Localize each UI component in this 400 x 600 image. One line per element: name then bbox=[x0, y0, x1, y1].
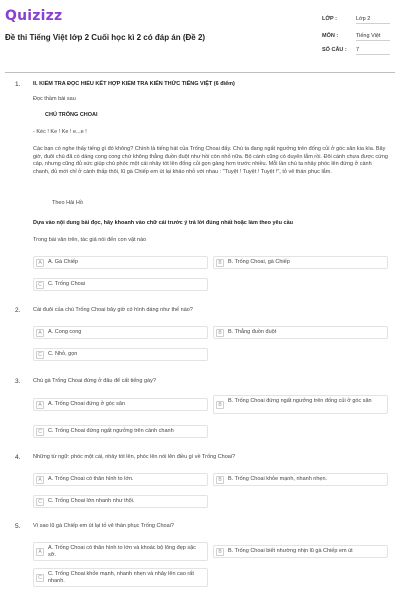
option-letter: A bbox=[36, 401, 44, 409]
subject-label: MÔN : bbox=[322, 33, 339, 39]
q4-option-b[interactable] bbox=[213, 473, 388, 486]
question-4-number: 4. bbox=[15, 454, 21, 461]
question-1-text: Trong bài văn trên, tác giả nói đến con vật nào bbox=[33, 237, 147, 243]
q4-option-a[interactable] bbox=[33, 473, 208, 486]
class-value: Lớp 2 bbox=[356, 16, 390, 24]
option-text: A. Trống Choai đứng ở góc sân bbox=[48, 401, 125, 407]
option-text: C. Trống Choai bbox=[48, 281, 85, 287]
option-letter: A bbox=[36, 329, 44, 337]
q3-option-b[interactable] bbox=[213, 395, 388, 414]
option-letter: C bbox=[36, 498, 44, 506]
q2-option-a[interactable] bbox=[33, 326, 208, 339]
option-text: B. Trống Choai đứng ngất ngưởng trên đống củi ở góc sân bbox=[228, 398, 372, 404]
question-5-number: 5. bbox=[15, 523, 21, 530]
question-4-text: Những từ ngữ: phóc một cái, nhảy tót lên, phóc lên nói lên điều gì về Trống Choai? bbox=[33, 454, 236, 460]
option-letter: C bbox=[36, 351, 44, 359]
worksheet-header bbox=[0, 0, 400, 72]
option-letter: B bbox=[216, 259, 224, 267]
q3-option-a[interactable] bbox=[33, 398, 208, 411]
option-letter: A bbox=[36, 259, 44, 267]
option-text: A. Trống Choai có thân hình to lớn và khoác bộ lông đẹp sặc sỡ. bbox=[48, 545, 196, 558]
option-text: C. Trống Choai lớn nhanh như thổi. bbox=[48, 498, 135, 504]
story-paragraph: Các bạn có nghe thấy tiếng gì đó không? Chính là tiếng hát của Trống Choai đấy. Chú ta đang ngất ngưởng trên đống củi ở góc sân kia kìa. Bây giờ, đuôi chú đã có dáng cong cong chứ không thẳng đuồn đuột như hồi còn nhỏ nữa. Bộ cánh cũng có duyên lắm rồi. Đôi cánh chưa được cứng cáp, nhưng cũng đủ sức giúp chú phóc một cái nhảy tót lên đống củi gọn gàng hơn trước nhiều. Mỗi lần chú ta nhảy phóc lên đứng ở cành chanh, đủ mới chỉ ở cành thấp thôi, lũ gà Chiếp em út lại khảo nhỏ với nhau : "Tuyệt ! Tuyệt ! Tuyệt !", tỏ vẻ thán phục lắm. bbox=[33, 146, 388, 175]
option-text: C. Trống Choai khỏe mạnh, nhanh nhẹn và nhảy lên cao rất nhanh. bbox=[48, 571, 194, 584]
option-text: B. Trống Choai khỏe mạnh, nhanh nhẹn. bbox=[228, 476, 328, 482]
option-letter: B bbox=[216, 401, 224, 409]
question-count-value: 7 bbox=[356, 47, 390, 55]
option-text: C. Trống Choai đứng ngất ngưởng trên cành chanh bbox=[48, 428, 174, 434]
q2-option-c[interactable] bbox=[33, 348, 208, 361]
q1-option-b[interactable] bbox=[213, 256, 388, 269]
question-3-text: Chú gà Trống Choai đứng ở đâu để cất tiếng gáy? bbox=[33, 378, 156, 384]
option-text: A. Gà Chiếp bbox=[48, 259, 78, 265]
header-divider bbox=[5, 72, 395, 73]
option-text: C. Nhỏ, gọn bbox=[48, 351, 78, 357]
option-text: B. Thẳng đuồn đuột bbox=[228, 329, 277, 335]
option-text: A. Trống Choai có thân hình to lớn. bbox=[48, 476, 134, 482]
option-letter: A bbox=[36, 476, 44, 484]
option-letter: C bbox=[36, 574, 44, 582]
q3-option-c[interactable] bbox=[33, 425, 208, 438]
story-sound: - Kéc ! Ke ! Ke ! e...e ! bbox=[33, 129, 87, 135]
class-label: LỚP : bbox=[322, 16, 337, 22]
q5-option-b[interactable] bbox=[213, 545, 388, 558]
worksheet-title: Đề thi Tiếng Việt lớp 2 Cuối học kì 2 có đáp án (Đề 2) bbox=[5, 33, 206, 42]
option-text: A. Cong cong bbox=[48, 329, 82, 335]
question-5-text: Vì sao lũ gà Chiếp em út lại tỏ vẻ thán phục Trống Choai? bbox=[33, 523, 174, 529]
option-letter: B bbox=[216, 476, 224, 484]
option-letter: C bbox=[36, 281, 44, 289]
q5-option-a[interactable] bbox=[33, 542, 208, 561]
q2-option-b[interactable] bbox=[213, 326, 388, 339]
question-1-number: 1. bbox=[15, 81, 21, 88]
question-2-number: 2. bbox=[15, 307, 21, 314]
quizizz-logo: Quizizz bbox=[5, 8, 63, 24]
question-2-text: Cái đuôi của chú Trống Choai bây giờ có hình dáng như thế nào? bbox=[33, 307, 193, 313]
story-title: CHÚ TRỐNG CHOAI bbox=[45, 112, 98, 118]
option-text: B. Trống Choai, gà Chiếp bbox=[228, 259, 290, 265]
section-heading: II. KIỂM TRA ĐỌC HIỂU KẾT HỢP KIỂM TRA KIẾN THỨC TIẾNG VIỆT (6 điểm) bbox=[33, 81, 235, 87]
instruction-text: Dựa vào nội dung bài đọc, hãy khoanh vào chữ cái trước ý trả lời đúng nhất hoặc làm theo yêu cầu bbox=[33, 220, 293, 226]
option-text: B. Trống Choai biết nhường nhịn lũ gà Chiếp em út bbox=[228, 548, 353, 554]
option-letter: C bbox=[36, 428, 44, 436]
q5-option-c[interactable] bbox=[33, 568, 208, 587]
q4-option-c[interactable] bbox=[33, 495, 208, 508]
q1-option-c[interactable] bbox=[33, 278, 208, 291]
option-letter: B bbox=[216, 329, 224, 337]
question-count-label: SỐ CÂU : bbox=[322, 47, 347, 53]
q1-option-a[interactable] bbox=[33, 256, 208, 269]
reading-intro: Đọc thầm bài sau bbox=[33, 96, 76, 102]
subject-value: Tiếng Việt bbox=[356, 33, 390, 41]
option-letter: B bbox=[216, 548, 224, 556]
story-author: Theo Hải Hồ bbox=[52, 200, 83, 206]
option-letter: A bbox=[36, 548, 44, 556]
question-3-number: 3. bbox=[15, 378, 21, 385]
